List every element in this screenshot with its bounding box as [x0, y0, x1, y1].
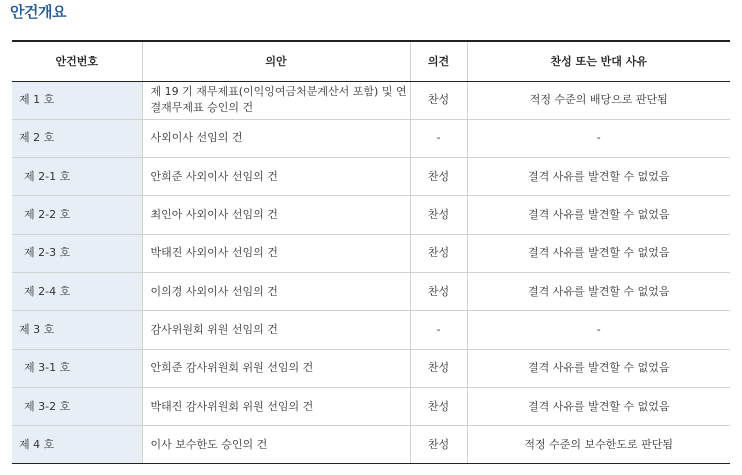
table-row — [12, 234, 730, 272]
table-row — [12, 119, 730, 157]
cell-opinion: 찬성 — [410, 426, 467, 464]
cell-opinion: - — [410, 119, 467, 157]
cell-reason: 결격 사유를 발견할 수 없었음 — [467, 234, 730, 272]
cell-opinion: 찬성 — [410, 196, 467, 234]
cell-number: 제 3-1 호 — [12, 349, 142, 387]
cell-opinion: 찬성 — [410, 81, 467, 119]
table-row — [12, 196, 730, 234]
cell-number: 제 2-3 호 — [12, 234, 142, 272]
cell-reason: 적정 수준의 배당으로 판단됨 — [467, 81, 730, 119]
cell-title: 박태진 사외이사 선임의 건 — [142, 234, 410, 272]
cell-reason: 결격 사유를 발견할 수 없었음 — [467, 349, 730, 387]
cell-number: 제 2-4 호 — [12, 272, 142, 310]
table-row — [12, 81, 730, 119]
table-row — [12, 158, 730, 196]
cell-number: 제 4 호 — [12, 426, 142, 464]
table-row — [12, 387, 730, 425]
cell-reason: - — [467, 119, 730, 157]
cell-number: 제 1 호 — [12, 81, 142, 119]
cell-number: 제 3-2 호 — [12, 387, 142, 425]
cell-reason: 결격 사유를 발견할 수 없었음 — [467, 196, 730, 234]
cell-title: 이의경 사외이사 선임의 건 — [142, 272, 410, 310]
cell-title: 감사위원회 위원 선임의 건 — [142, 311, 410, 349]
cell-number: 제 2-1 호 — [12, 158, 142, 196]
header-title: 의안 — [142, 41, 410, 81]
header-opinion: 의견 — [410, 41, 467, 81]
cell-title: 박태진 감사위원회 위원 선임의 건 — [142, 387, 410, 425]
header-number: 안건번호 — [12, 41, 142, 81]
agenda-table — [12, 40, 730, 464]
cell-opinion: 찬성 — [410, 158, 467, 196]
cell-reason: 결격 사유를 발견할 수 없었음 — [467, 158, 730, 196]
cell-title: 사외이사 선임의 건 — [142, 119, 410, 157]
cell-opinion: 찬성 — [410, 272, 467, 310]
cell-title: 안희준 사외이사 선임의 건 — [142, 158, 410, 196]
cell-reason: 적정 수준의 보수한도로 판단됨 — [467, 426, 730, 464]
table-row — [12, 272, 730, 310]
cell-number: 제 2 호 — [12, 119, 142, 157]
header-row — [12, 41, 730, 81]
table-row — [12, 349, 730, 387]
header-reason: 찬성 또는 반대 사유 — [467, 41, 730, 81]
cell-opinion: 찬성 — [410, 234, 467, 272]
cell-opinion: - — [410, 311, 467, 349]
agenda-table-body — [12, 81, 730, 464]
cell-number: 제 2-2 호 — [12, 196, 142, 234]
cell-number: 제 3 호 — [12, 311, 142, 349]
cell-title: 최인아 사외이사 선임의 건 — [142, 196, 410, 234]
cell-reason: 결격 사유를 발견할 수 없었음 — [467, 272, 730, 310]
table-row — [12, 426, 730, 464]
cell-title: 이사 보수한도 승인의 건 — [142, 426, 410, 464]
table-row — [12, 311, 730, 349]
section-title: 안건개요 — [10, 3, 66, 21]
cell-title: 안희준 감사위원회 위원 선임의 건 — [142, 349, 410, 387]
cell-reason: 결격 사유를 발견할 수 없었음 — [467, 387, 730, 425]
cell-opinion: 찬성 — [410, 349, 467, 387]
cell-title: 제 19 기 재무제표(이익잉여금처분계산서 포함) 및 연결재무제표 승인의 건 — [142, 81, 410, 119]
cell-opinion: 찬성 — [410, 387, 467, 425]
agenda-table-header — [12, 41, 730, 81]
cell-reason: - — [467, 311, 730, 349]
